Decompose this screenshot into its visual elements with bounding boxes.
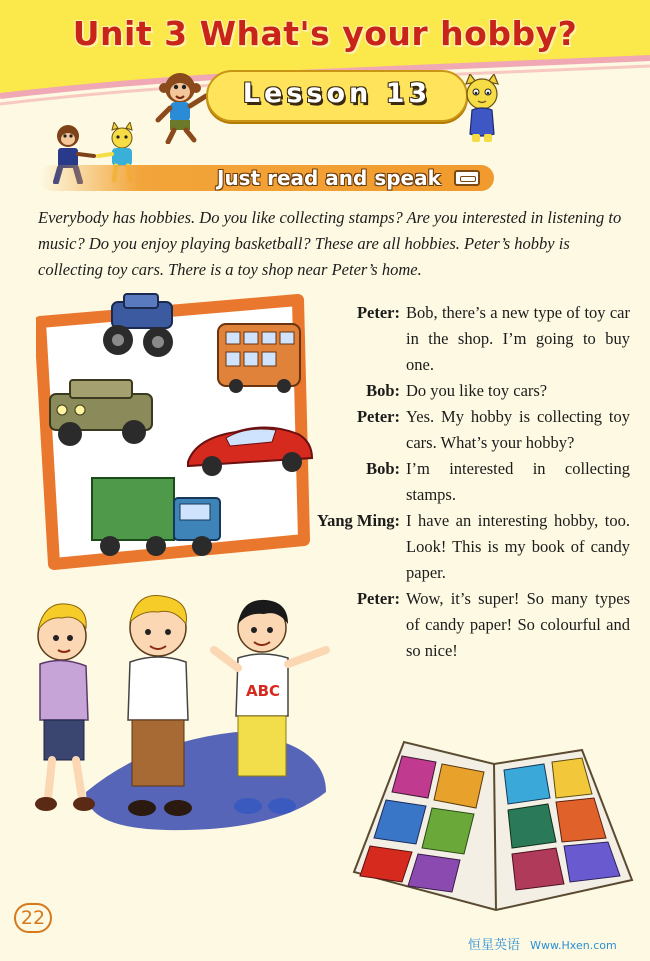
cat-character-illustration <box>458 74 506 146</box>
dialogue-line <box>290 508 640 586</box>
bus-toy <box>218 324 300 393</box>
dialogue-line <box>290 300 640 378</box>
page-number: 22 <box>14 903 52 933</box>
speech-text: Bob, there’s a new type of toy car in the shop. I’m going to buy one. <box>406 303 630 374</box>
cassette-tape-icon <box>454 170 480 186</box>
watermark-site-text: Www.Hxen.com <box>530 939 617 952</box>
speech-text: I’m interested in collecting stamps. <box>406 459 630 504</box>
dialogue-line <box>290 456 640 508</box>
intro-paragraph: Everybody has hobbies. Do you like collecting stamps? Are you interested in listening to music? Do you enjoy playing basketball? These are all hobbies. Peter’s hobby is collecting toy cars. There is a toy shop near Peter’s home. <box>38 208 622 279</box>
speech-text: Yes. My hobby is collecting toy cars. What’s your hobby? <box>406 407 630 452</box>
dialogue-line <box>290 378 640 404</box>
speaker-name: Bob: <box>366 381 400 400</box>
speaker-name: Peter: <box>356 407 400 426</box>
monkey-character-illustration <box>150 66 212 144</box>
boy-middle <box>128 596 192 816</box>
speech-text: Wow, it’s super! So many types of candy paper! So colourful and so nice! <box>406 589 630 660</box>
shirt-text: ABC <box>246 682 281 700</box>
speech-text: I have an interesting hobby, too. Look! This is my book of candy paper. <box>406 511 630 582</box>
boy-left <box>35 604 95 811</box>
watermark <box>468 934 617 953</box>
toy-cars-illustration <box>36 292 318 572</box>
lesson-label: Lesson 13 <box>242 78 432 109</box>
dialogue-line <box>290 404 640 456</box>
section-label: Just read and speak <box>217 166 441 190</box>
speaker-name: Peter: <box>356 303 400 322</box>
speaker-name: Yang Ming: <box>317 511 400 530</box>
candy-paper-book-illustration <box>346 734 636 918</box>
lesson-banner <box>206 70 468 122</box>
speech-text: Do you like toy cars? <box>406 381 548 400</box>
speaker-name: Peter: <box>356 589 400 608</box>
three-boys-illustration <box>26 592 356 842</box>
unit-title: Unit 3 What's your hobby? <box>72 14 578 53</box>
section-bar <box>40 165 494 191</box>
watermark-cn-text: 恒星英语 <box>468 938 521 953</box>
speaker-name: Bob: <box>366 459 400 478</box>
